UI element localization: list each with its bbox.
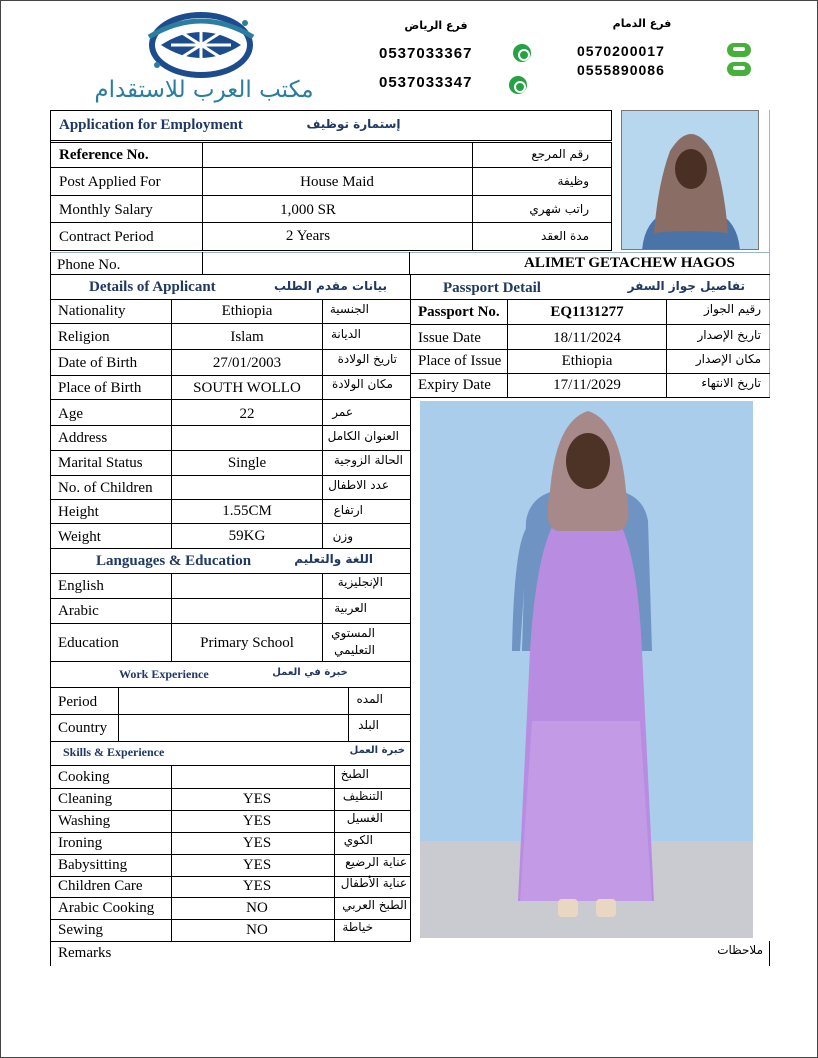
phone-call-icon <box>727 43 751 57</box>
education-label: Education <box>58 635 119 651</box>
weight-value: 59KG <box>228 528 266 544</box>
applicant-section-title-ar: بيانات مقدم الطلب <box>273 279 387 293</box>
passport-no-value: EQ1131277 <box>550 304 624 320</box>
riyadh-phone-1[interactable]: 0537033367 <box>379 45 473 62</box>
place-of-issue-label-ar: مكان الإصدار <box>695 352 761 366</box>
period-label-ar: المده <box>356 692 383 706</box>
address-label-ar: العنوان الكامل <box>327 429 399 443</box>
logo-text: مكتب العرب للاستقدام <box>94 77 314 103</box>
children-care-label-ar: عناية الأطفال <box>340 876 407 890</box>
expiry-date-label-ar: تاريخ الانتهاء <box>701 376 761 390</box>
ironing-label: Ironing <box>58 835 103 851</box>
ironing-value: YES <box>242 835 272 851</box>
arabic-label: Arabic <box>58 603 99 619</box>
issue-date-label-ar: تاريخ الإصدار <box>697 328 761 342</box>
expiry-date-value: 17/11/2029 <box>553 377 621 393</box>
cooking-label: Cooking <box>58 769 110 785</box>
country-label-ar: البلد <box>358 718 379 732</box>
whatsapp-icon <box>509 76 527 94</box>
contract-period-value: 2 Years <box>285 228 331 244</box>
form-title-en: Application for Employment <box>59 117 243 133</box>
phone-call-icon <box>727 62 751 76</box>
children-count-label-ar: عدد الاطفال <box>328 478 389 492</box>
english-label: English <box>58 578 104 594</box>
children-count-label: No. of Children <box>58 480 153 496</box>
riyadh-phone-2[interactable]: 0537033347 <box>379 74 473 91</box>
work-section-title: Work Experience <box>119 667 209 681</box>
post-applied-label: Post Applied For <box>59 174 161 190</box>
washing-label: Washing <box>58 813 111 829</box>
age-label-ar: عمر <box>332 405 353 419</box>
applicant-name: ALIMET GETACHEW HAGOS <box>524 255 735 271</box>
languages-section-title-ar: اللغة والتعليم <box>294 552 373 566</box>
nationality-value: Ethiopia <box>221 303 273 319</box>
date-of-birth-value: 27/01/2003 <box>212 355 282 371</box>
place-of-issue-value: Ethiopia <box>561 353 613 369</box>
passport-section-title: Passport Detail <box>443 280 541 296</box>
marital-status-value: Single <box>227 455 267 471</box>
education-value: Primary School <box>200 635 294 651</box>
passport-section-title-ar: تفاصيل جواز السفر <box>627 279 745 293</box>
period-label: Period <box>58 694 98 710</box>
washing-value: YES <box>242 813 272 829</box>
applicant-portrait-photo <box>621 110 759 250</box>
form-title-ar: إستمارة توظيف <box>306 117 401 131</box>
monthly-salary-label-ar: راتب شهري <box>529 202 589 216</box>
dammam-branch-label: فرع الدمام <box>612 17 672 30</box>
sewing-value: NO <box>246 922 268 938</box>
weight-label-ar: وزن <box>332 529 353 543</box>
phone-no-label: Phone No. <box>57 257 121 273</box>
contract-period-label: Contract Period <box>59 229 154 245</box>
age-value: 22 <box>239 406 255 422</box>
arabic-label-ar: العربية <box>334 601 367 615</box>
weight-label: Weight <box>58 529 101 545</box>
babysitting-value: YES <box>242 857 272 873</box>
passport-no-label-ar: رقيم الجواز <box>703 302 761 316</box>
remarks-label-ar: ملاحظات <box>717 943 763 957</box>
work-section-title-ar: خبرة في العمل <box>272 667 348 678</box>
place-of-issue-label: Place of Issue <box>418 353 502 369</box>
languages-section-title: Languages & Education <box>96 553 252 569</box>
applicant-full-body-photo <box>420 401 753 938</box>
remarks-label: Remarks <box>58 945 112 961</box>
arabic-cooking-label-ar: الطبخ العربي <box>342 898 407 912</box>
date-of-birth-label-ar: تاريخ الولادة <box>337 352 397 366</box>
monthly-salary-label: Monthly Salary <box>59 202 153 218</box>
expiry-date-label: Expiry Date <box>418 377 491 393</box>
education-label-ar: المستوي التعليمي <box>331 626 375 657</box>
babysitting-label-ar: عناية الرضيع <box>345 855 407 869</box>
sewing-label-ar: خياطة <box>342 920 373 934</box>
nationality-label-ar: الجنسية <box>329 302 369 316</box>
washing-label-ar: الغسيل <box>346 811 383 825</box>
marital-status-label: Marital Status <box>58 455 143 471</box>
ironing-label-ar: الكوي <box>343 833 373 847</box>
height-label-ar: ارتفاع <box>333 503 363 517</box>
height-value: 1.55CM <box>222 503 272 519</box>
post-applied-label-ar: وظيفة <box>557 174 589 188</box>
contract-period-label-ar: مدة العقد <box>541 229 589 243</box>
reference-no-label-ar: رقم المرجع <box>531 147 589 161</box>
age-label: Age <box>58 406 83 422</box>
dammam-phone-2[interactable]: 0555890086 <box>577 62 665 78</box>
cleaning-label-ar: التنظيف <box>342 789 383 803</box>
cleaning-label: Cleaning <box>58 791 113 807</box>
company-logo <box>141 9 261 79</box>
address-label: Address <box>58 430 108 446</box>
nationality-label: Nationality <box>58 303 126 319</box>
marital-status-label-ar: الحالة الزوجية <box>333 453 403 467</box>
monthly-salary-value: 1,000 SR <box>280 202 336 218</box>
whatsapp-icon <box>513 44 531 62</box>
dammam-phone-1[interactable]: 0570200017 <box>577 43 665 59</box>
skills-section-title: Skills & Experience <box>63 745 165 759</box>
religion-label: Religion <box>58 329 110 345</box>
place-of-birth-value: SOUTH WOLLO <box>193 380 301 396</box>
place-of-birth-label-ar: مكان الولادة <box>331 377 393 391</box>
religion-label-ar: الديانة <box>330 327 361 341</box>
applicant-section-title: Details of Applicant <box>89 279 216 295</box>
date-of-birth-label: Date of Birth <box>58 355 138 371</box>
issue-date-value: 18/11/2024 <box>553 330 621 346</box>
arabic-cooking-value: NO <box>246 900 268 916</box>
height-label: Height <box>58 504 99 520</box>
arabic-cooking-label: Arabic Cooking <box>58 900 155 916</box>
country-label: Country <box>58 720 108 736</box>
sewing-label: Sewing <box>58 922 103 938</box>
issue-date-label: Issue Date <box>418 330 481 346</box>
children-care-value: YES <box>242 878 272 894</box>
babysitting-label: Babysitting <box>58 857 128 873</box>
reference-no-label: Reference No. <box>59 147 149 163</box>
place-of-birth-label: Place of Birth <box>58 380 142 396</box>
riyadh-branch-label: فرع الرياض <box>404 19 468 32</box>
cleaning-value: YES <box>242 791 272 807</box>
skills-section-title-ar: خبرة العمل <box>349 745 405 756</box>
religion-value: Islam <box>230 329 264 345</box>
english-label-ar: الإنجليزية <box>337 575 383 589</box>
post-applied-value: House Maid <box>300 174 374 190</box>
cooking-label-ar: الطبخ <box>340 767 369 781</box>
passport-no-label: Passport No. <box>418 304 500 320</box>
children-care-label: Children Care <box>58 878 143 894</box>
